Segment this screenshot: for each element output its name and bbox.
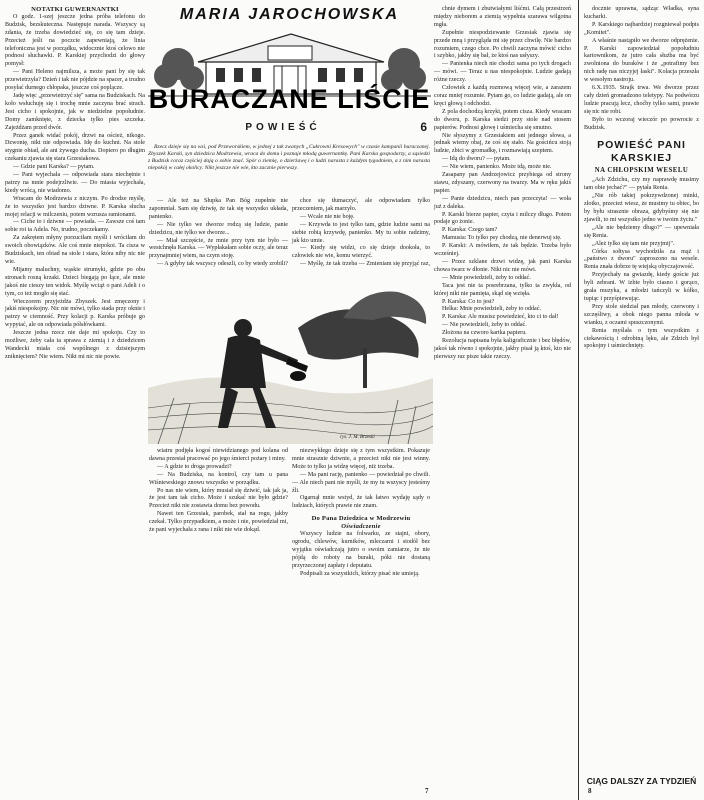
paragraph: — Nie tylko we dworze rodzą się ludzie, panie dziedzicu, nie tylko we dworze... [149,221,288,236]
section-heading-notes: NOTATKI GUWERNANTKI [31,6,119,13]
declaration-heading: Do Pana Dziedzica w Modrzewiu [311,515,411,523]
paragraph: — Nie wiem, panienko. Może idą, może nie. [442,164,552,171]
paragraph: — Gdzie pani Karska? — pytam. [13,164,95,171]
continued-next-week: CIĄG DALSZY ZA TYDZIEŃ [586,776,697,786]
paragraph: O godz. 1-szej jeszcze jedna próba telefonu do Budzisk, bezskuteczna. Następuje narada. Wszyscy są zdania, że trzeba dowiedzieć się, co się tam dzieje. Przecież jeśli na poczcie zapewniają, że linia telefoniczna jest w porządku, widocznie ktoś celowo nie podnosi słuchawki. P. Karskiej przychodzi do głowy pomysł: [5,13,145,68]
paragraph: Podpisali za wszystkich, którzy pisać nie umieją. [300,570,420,577]
column-story-3-lower [292,448,430,788]
paragraph: — Przez szklane drzwi widzę, jak pani Karska chowa twarz w dłonie. Nikt nic nie mówi. [434,259,571,273]
paragraph: Zupełnie niespodziewanie Grzesiak zjawia się przede mną i przygląda mi się przez chwilę. Nie bardzo rozumiem, czego chce. Po chwili zaczyna mówić cicho i szybko, jakby się bał, że ktoś nas usłyszy. [434,29,571,60]
paragraph: niezwykłego dzieje się z tym wszystkim. Pokazuje mnie strasznie dziwnie, a przecież nikt nie jest winny. Może to tylko ja widzę więcej, niż trzeba. [292,448,430,470]
paragraph: Mamusia: To tylko psy chodzą, nie denerwuj się. [442,235,562,242]
paragraph: Helka: Mnie powiedzieli, żeby to oddać. [442,306,541,313]
paragraph: Wracam do Modrzewia z niczym. Po drodze myślę, że to wszystko jest bardzo dziwne. P. Karska słucha mojej relacji w milczeniu, potem wzrusza ramionami. [5,195,145,218]
paragraph: Było to wczoraj wieczór po powrocie z Budzisk. [584,116,699,131]
paragraph: Taca jest nie ta posrebrzana, tylko ta zwykła, od której nikt nie pamięta, skąd się wzięła. [434,282,571,297]
declaration-subheading: Oświadczenie [341,523,381,531]
column-story-2 [149,198,288,270]
paragraph: Przyjechały na gwiazdę, kiedy goście już byli zebrani. W izbie było ciasno i gorąco, grała muzyka, a młodzi tańczyli w kółko, tupiąc i przyśpiewując. [584,272,699,302]
paragraph: — Kiedy się widzi, co się dzieje dookoła, to człowiek nie wie, komu wierzyć. [292,245,430,260]
paragraph: 6.X.1935. Strajk trwa. We dworze przez cały dzień gromadzono teletypy. Na podwórzu ludzie pracują lecz, choćby tylko sami, prawie się nic nie robi. [584,85,699,115]
paragraph: Córka sołtysa wychodziła za mąż i „państwo z dworu" zaproszono na wesele. Renia znała dobrze tę wiejską obyczajowość. [584,248,699,271]
author-name: MARIA JAROCHOWSKA [179,6,400,23]
column-notes [5,6,145,786]
story-title-block [148,2,431,142]
paragraph: P. Karska: Ale musisz powiedzieć, kto ci to dał! [442,314,559,321]
paragraph: — Ciche to i dziwne — powiada. — Zawsze coś tam sobie roi ta Adela. No, trudno, poczekamy. [5,219,145,234]
column-story-4 [434,6,571,788]
column-story-2-lower [149,448,288,788]
paragraph: P. Karska: Czego tam? [442,227,498,234]
column-4-body [434,6,571,338]
paragraph: Przy stole siedział pan młody, czerwony i szczęśliwy, a obok niego panna młoda w wianku, z oczami spuszczonymi. [584,303,699,326]
paragraph: — A gdzie to droga prowadzi? [157,463,232,470]
wedding-story-body [584,177,699,351]
column-story-3 [292,198,430,270]
paragraph: Zasapany pan Andrzejowicz przybiega od strony stawu, zdyszany, czerwony na twarzy. Ma w ręku jakiś papier. [434,172,571,194]
paragraph: Jadę więc „przewietrzyć się" sama na Budziskach. Na koło wsłuchuję się i trochę mnie zaczyna brać strach. Jest cicho i spokojnie, jak w niedzielne popołudnie. Domy zamknięte, z dziecka tylko pies szczeka. Zajeżdżam przed dwór. [5,92,145,131]
paragraph: „Ale nie będziemy długo?" — upewniała się Renia. [584,224,699,239]
story-synopsis [148,144,430,172]
page-number-right: 8 [588,787,592,795]
illustration-credit: rys. J. M. Brzeski [340,435,375,440]
paragraph: Wieczorem przyjeżdża Zbyszek. Jest zmęczony i jakiś niespokojny. Nic nie mówi, tylko siada przy oknie i patrzy w ciemność. Przy kolacji p. Karska próbuje go wypytać, ale on odpowiada półsłówkami. [5,298,145,329]
paragraph: Rezolucja napisana była kaligraficznie i bez błędów, jakoś tak równo i spokojnie, jakby pisał ją ktoś, kto nie pierwszy raz pisze takie rzeczy. [434,338,571,360]
paragraph: — Ma pani rację, panienko — powiedział po chwili. — Ale niech pani nie myśli, że my tu wszyscy jesteśmy źli. [292,471,430,494]
column-5-body [584,6,699,133]
paragraph: chnie dymem i zbutwiałymi liśćmi. Całą przestrzeń między nieborem a ziemią wypełnia szarawa wilgotna mgła. [434,6,571,28]
paragraph: — Na Budziska, na kontrol, czy tam u pana Wiśniewskiego znowu wszystko w porządku. [149,471,288,486]
paragraph: Człowiek z każdą rozmową więcej wie, a zarazem coraz mniej rozumie. Pytam go, co ludzie gadają, ale on kręci głową i odchodzi. [434,85,571,107]
paragraph: — Pani wyjechała — odpowiada stara niechętnie i patrzy na mnie podejrzliwie. — Do miasta wyjechała, kiedy wrócą, nie wiadomo. [5,172,145,194]
paragraph: wiatru podjęła kogoś niewidzianego pod kolana od dawna przestał pracować po jego śmierci pożary i miny. [149,448,288,462]
paragraph: P. Karskiego najbardziej rozgniewał podpis „Komitet". [584,21,699,36]
paragraph: — Wcale nie nie boję. [300,213,355,220]
paragraph: — Myślę, że tak trzeba — Zmieniam się przyjąć raz, [300,261,430,268]
paragraph: — Ale też na Słupka Pan Bóg zupełnie nie zapomniał. Sam się dziwię, że tak się wszystko układa, panienko. [149,198,288,220]
paragraph: — Pani Heleno najmilsza, a może pani by się tak przewietrzyła? Dzień i tak nie pójdzie na spacer, a trudno posyłać durnego chłopaka, jeszcze coś poplącze. [5,69,145,92]
paragraph: — Panienka niech nie chodzi sama po tych drogach — mówi. — Teraz u nas niespokojnie. Ludzie gadają różne rzeczy. [434,61,571,84]
paragraph: P. Karski: A mówiłem, że tak będzie. Trzeba było wcześniej. [434,243,571,258]
paragraph: Jeszcze jedna rzecz nie daje mi spokoju. Czy to możliwe, żeby cała ta sprawa z ziemią i z dziedzicem Wandecki miała coś wspólnego z dzisiejszym zniknięciem? Nie wiem. Nikt mi nic nie powie. [5,330,145,360]
paragraph: — Krzywda to jest tylko tam, gdzie ludzie sami na siebie robią krzywdę, panienko. My tu sobie radzimy, jak kto umie. [292,221,430,244]
declaration-body [292,531,430,578]
paragraph: Z pola dochodzą krzyki, potem cisza. Kiedy wracam do dworu, p. Karska siedzi przy stole nad stosem papierów. Podnosi głowę i uśmiecha się smutno. [434,108,571,131]
installment-number: 6 [420,120,427,134]
paragraph: Mijamy maluchny, wąskie strumyki, gdzie po obu stronach rosną krzaki. Dzieci biegają po łące, ale mnie jakoś nie cieszy ten widok. Myślę wciąż o pani Adeli i o tym, co też mogło się stać. [5,266,145,297]
field-workers-illustration [148,268,433,444]
paragraph: P. Karski bierze papier, czyta i milczy długo. Potem podaje go żonie. [434,211,571,226]
story-title: BURACZANE LIŚCIE [148,84,431,114]
paragraph: Nie słyszymy z Grzesiakiem ani jednego słowa, a jednak wiemy obaj, że coś się stało. Na gościńcu stoją ludzie, zbici w gromadkę, i rozmawiają szeptem. [434,132,571,155]
paragraph: Nawet ten Grzesiak, parobek, stał na rogu, jakby czekał. Tylko przypadkiem, a może i nie, powiedział mi, że pani wyjechała z rana i nikt nie wie dokąd. [149,511,288,534]
paragraph: — Miał szczęście, że mnie przy tym nie było — westchnęła Karska. — Wypłakałam sobie oczy, ale teraz przynajmniej wiem, na czym stoję. [149,237,288,260]
paragraph: Za zakrętem młyny porzuciłam myśli i wróciłam do swoich obowiązków. Ale coś mnie niepokoi. Ta cisza w Budziskach, ten obiad na stole i stara, która niby nic nie wie. [5,235,145,265]
paragraph: Renia myślała o tym wszystkim z ciekawością i odrobiną lęku, ale Zdzich był spokojny i uśmiechnięty. [584,327,699,350]
gutter-line-left [578,0,579,800]
paragraph: — Idą do dworu? — pytam. [442,156,511,163]
notes-body [5,14,145,362]
paragraph: — A gdyby tak wszyscy odeszli, co by wtedy zrobili? [157,261,288,268]
paragraph: — Mnie powiedzieli, żeby to oddać. [442,274,531,281]
section-title-mrs-karska: POWIEŚĆ PANI KARSKIEJ [597,138,686,164]
paragraph: P. Karska: Co to jest? [442,298,495,305]
column-4-lower-body [434,338,571,362]
paragraph: „Nie rób takiej pokrzywdzonej minki, złotko, przecież wiesz, że musimy tu obiec, bo by byłu strasznie obraza, gdybyśmy się nie zjawili, to mi wszystko jedno w twoim życiu." [584,193,699,223]
paragraph: chce się tłumaczyć, ale odpowiadam tylko przeczeniem, jak marzyło. [292,198,430,212]
paragraph: A właśnie nastąpiło we dworze odprężenie. P. Karski zapowiedział popołudniu kartownikom, że jutro cała służba ma być zwolniona do buraków i że „potrafimy bez nich radę nas niczyjej łaski". Kolacja przeszła w wesołym nastroju. [584,37,699,84]
section-subheading-wedding: NA CHŁOPSKIM WESELU [594,166,689,174]
column-3-lower-body [292,448,430,511]
paragraph: docznie uprawna, sądząc Władka, syna kucharki. [584,6,699,20]
paragraph: Ogarnął mnie wstyd, że tak łatwo wydaję sądy o ludziach, których prawie nie znam. [292,495,430,510]
paragraph: — Panie dziedzicu, niech pan przeczyta! — woła już z daleka. [434,195,571,210]
synopsis-text: Rzecz dzieje się na wsi, pod Przeworskiem, w jednej z tak zwanych „Cukrowni Kresowych" w czasie kampanii buraczanej. Zbyszek Karski, syn dziedzica Modrzewia, wraca do domu i poznaje młodą guwernantkę. Pani Karska gospodarzy, a sąsiedzi z Budzisk coraz częściej dają o sobie znać. Spór o ziemię, o dzierżawę i o ludzi narasta z każdym tygodniem, a z nim narasta niepokój w całej okolicy. Nikt jeszcze nie wie, kto zacznie pierwszy. [148,144,430,171]
paragraph: Złożona na czworo kartka papieru. [442,330,527,337]
paragraph: „Ależ tylko się tam nie przyjmij". [592,240,675,247]
genre-label: POWIEŚĆ [245,122,321,133]
paragraph: Po nas nie wiem, który musiał się dziwić, tak jak ja, że jest tam tak cicho. Może i szukać nie było gdzie? Przecież nikt nie zostawia domu bez powodu. [149,487,288,510]
paragraph: „Ach Zdzichu, czy my naprawdę musimy tam obie jechać?" — pytała Renia. [584,177,699,192]
paragraph: Wszyscy ludzie na folwarku, ze stajni, obory, ogrodu, chlewów, kurników, mleczarni i stodół bez wyjątku oświadczają jutro o swoim zamiarze, że nie pójdą do roboty na buraki, póki nie dostaną przyrzeczonej zapłaty i deputatu. [292,531,430,569]
column-2-lower-body [149,448,288,535]
paragraph: Przez ganek widać pokój, drzwi na oścież, nikogo. Dzwonię, nikt nie odpowiada. Idę do kuchni. Na stole stygnie obiad, ale ani żywego ducha. Dopiero po długim czekaniu zjawia się stara Grzesiakowa. [5,132,145,163]
column-story-5 [584,6,699,726]
page-number-left: 7 [425,787,429,795]
paragraph: — Nie powiedzieli, żeby to oddać. [442,322,527,329]
